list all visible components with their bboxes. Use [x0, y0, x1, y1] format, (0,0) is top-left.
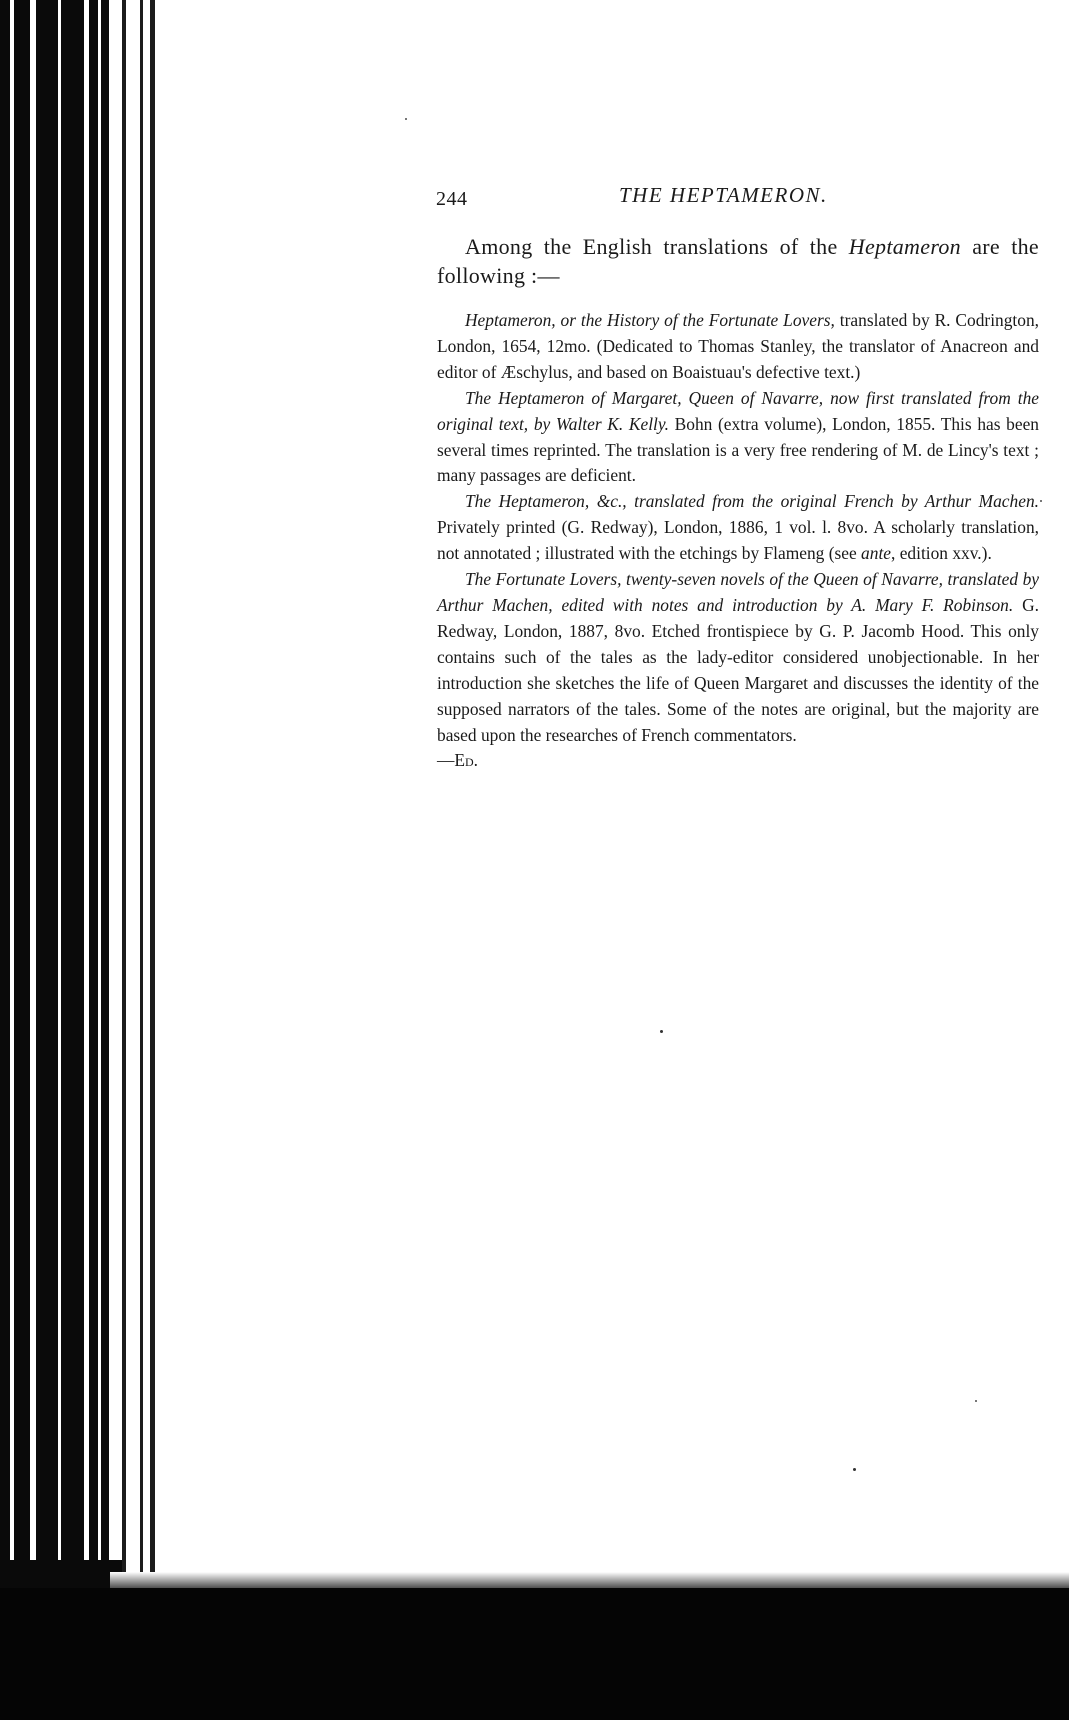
page-number: 244	[436, 188, 468, 210]
entry-text: Privately printed (G. Redway), London, 1886, 1 vol. l. 8vo. A scholarly translation, not annotated ; illustrated with the etchings by Flameng (see	[437, 517, 1039, 564]
ink-speck	[853, 1468, 856, 1471]
translation-entry-kelly	[437, 386, 1039, 490]
editor-signoff: —Ed.	[437, 750, 479, 771]
book-page	[437, 180, 1039, 774]
book-title: THE HEPTAMERON.	[619, 183, 828, 207]
intro-text-end: are the following :—	[437, 234, 1039, 288]
running-head	[437, 180, 1039, 210]
page-bottom-shadow	[0, 1588, 1069, 1720]
translation-entry-machen	[437, 489, 1039, 567]
intro-italic-title: Heptameron	[848, 234, 961, 259]
intro-paragraph	[437, 232, 1039, 290]
gutter-edge-line	[122, 0, 126, 1600]
entry-title: Heptameron, or the History of the Fortunate Lovers,	[465, 310, 835, 330]
dust-mark	[975, 1400, 977, 1402]
intro-text: Among the English translations of the	[465, 234, 849, 259]
gutter-highlight	[30, 0, 36, 1560]
translation-entry-robinson	[437, 567, 1039, 774]
translation-entry-codrington	[437, 308, 1039, 386]
gutter-highlight	[10, 0, 14, 1560]
dust-mark	[405, 118, 407, 120]
entry-title: The Heptameron, &c., translated from the original French by Arthur Machen.	[465, 491, 1039, 512]
gutter-highlight	[84, 0, 89, 1560]
entry-title: The Fortunate Lovers, twenty-seven novels of the Queen of Navarre, translated by Arthur Machen, edited with notes and introduction by A. Mary F. Robinson.	[437, 569, 1039, 615]
gutter-edge-line	[150, 0, 155, 1600]
gutter-edge-line	[140, 0, 143, 1600]
entry-text: Bohn (extra volume), London, 1855. This has been several times reprinted. The translation is a very free rendering of M. de Lincy's text ; many passages are deficient.	[437, 413, 1039, 486]
gutter-highlight	[98, 0, 101, 1560]
gutter-highlight	[58, 0, 61, 1560]
entry-title: The Heptameron of Margaret, Queen of Navarre, now first translated from the original text, by Walter K. Kelly.	[437, 387, 1039, 434]
dust-mark	[1040, 500, 1042, 502]
entry-italic-ref: ante	[861, 543, 891, 564]
book-gutter-shadow	[0, 0, 125, 1720]
entry-text: translated by R. Codrington, London, 1654, 12mo. (Dedicated to Thomas Stanley, the translator of Anacreon and editor of Æschylus, and based on Boaistuau's defective text.)	[437, 310, 1040, 382]
entry-text-end: , edition xxv.).	[891, 543, 992, 564]
ink-speck	[660, 1030, 663, 1033]
entry-text: G. Redway, London, 1887, 8vo. Etched frontispiece by G. P. Jacomb Hood. This only contains such of the tales as the lady-editor considered unobjectionable. In her introduction she sketches the life of Queen Margaret and discusses the identity of the supposed narrators of the tales. Some of the notes are original, but the majority are based upon the researches of French commentators.	[437, 594, 1039, 745]
